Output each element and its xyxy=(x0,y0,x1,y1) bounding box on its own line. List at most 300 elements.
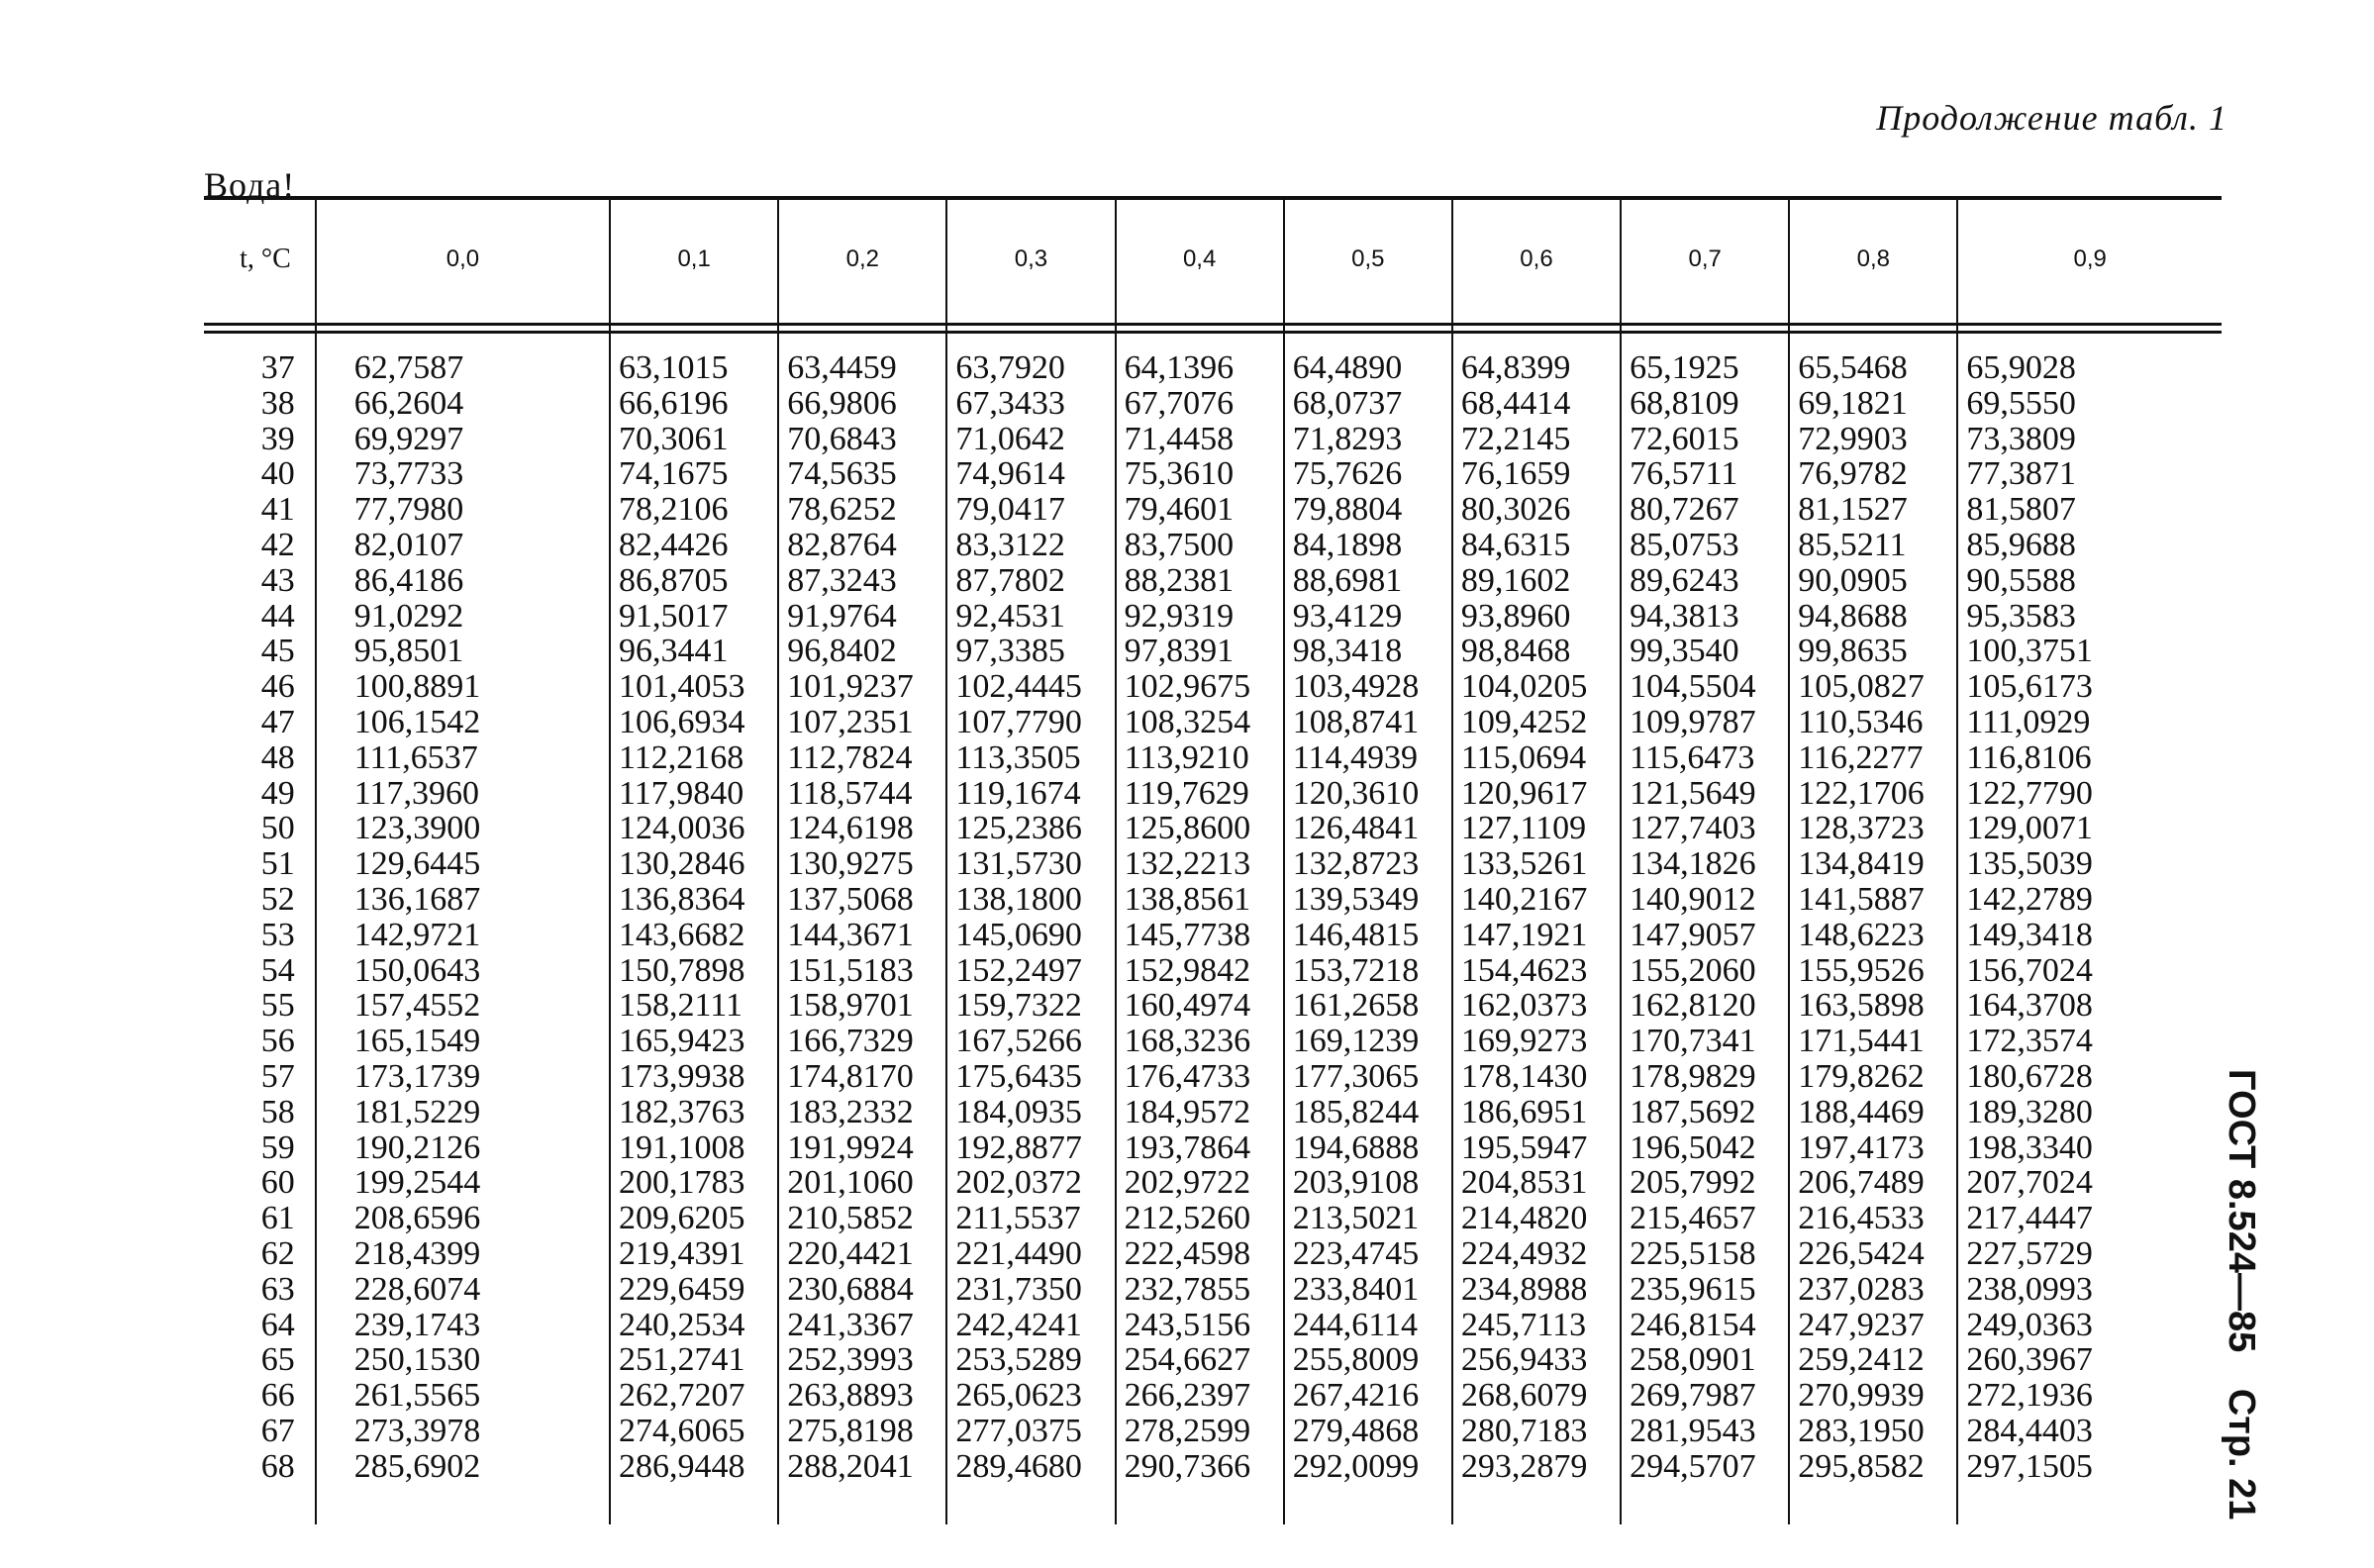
value-cell: 142,2789 xyxy=(1957,882,2222,918)
table-row xyxy=(204,669,2222,705)
value-cell: 107,2351 xyxy=(778,705,946,740)
value-cell: 68,4414 xyxy=(1452,386,1621,422)
value-cell: 202,9722 xyxy=(1116,1165,1284,1201)
column-header-0-3: 0,3 xyxy=(946,198,1115,321)
value-cell: 285,6902 xyxy=(316,1449,610,1485)
value-cell: 175,6435 xyxy=(946,1059,1115,1095)
temperature-cell: 37 xyxy=(260,349,295,386)
value-cell: 69,9297 xyxy=(316,422,610,457)
value-cell: 176,4733 xyxy=(1116,1059,1284,1095)
value-cell: 254,6627 xyxy=(1116,1342,1284,1378)
value-cell: 145,0690 xyxy=(946,918,1115,953)
value-cell: 119,1674 xyxy=(946,776,1115,812)
value-cell: 67,7076 xyxy=(1116,386,1284,422)
table-row xyxy=(204,422,2222,457)
value-cell: 217,4447 xyxy=(1957,1201,2222,1236)
value-cell: 90,5588 xyxy=(1957,563,2222,599)
value-cell: 156,7024 xyxy=(1957,953,2222,989)
value-cell: 64,4890 xyxy=(1284,350,1452,386)
value-cell: 96,8402 xyxy=(778,634,946,669)
value-cell: 71,0642 xyxy=(946,422,1115,457)
value-cell: 73,7733 xyxy=(316,456,610,492)
value-cell: 74,5635 xyxy=(778,456,946,492)
value-cell: 270,9939 xyxy=(1789,1378,1957,1414)
value-cell: 295,8582 xyxy=(1789,1449,1957,1485)
value-cell: 152,9842 xyxy=(1116,953,1284,989)
value-cell: 178,9829 xyxy=(1621,1059,1789,1095)
temperature-cell: 49 xyxy=(260,774,295,812)
value-cell: 111,0929 xyxy=(1957,705,2222,740)
value-cell: 65,1925 xyxy=(1621,350,1789,386)
value-cell: 164,3708 xyxy=(1957,988,2222,1024)
value-cell: 88,6981 xyxy=(1284,563,1452,599)
table-continuation-caption: Продолжение табл. 1 xyxy=(1876,98,2227,138)
value-cell: 114,4939 xyxy=(1284,740,1452,776)
value-cell: 147,1921 xyxy=(1452,918,1621,953)
value-cell: 112,2168 xyxy=(610,740,778,776)
value-cell: 104,5504 xyxy=(1621,669,1789,705)
value-cell: 87,3243 xyxy=(778,563,946,599)
value-cell: 135,5039 xyxy=(1957,846,2222,882)
value-cell: 94,8688 xyxy=(1789,599,1957,635)
value-cell: 83,3122 xyxy=(946,528,1115,563)
value-cell: 82,4426 xyxy=(610,528,778,563)
value-cell: 267,4216 xyxy=(1284,1378,1452,1414)
value-cell: 79,0417 xyxy=(946,492,1115,528)
temperature-cell: 59 xyxy=(260,1128,295,1166)
page-number: Стр. 21 xyxy=(2221,1388,2262,1520)
temperature-cell: 48 xyxy=(260,738,295,776)
value-cell: 241,3367 xyxy=(778,1308,946,1343)
value-cell: 206,7489 xyxy=(1789,1165,1957,1201)
value-cell: 110,5346 xyxy=(1789,705,1957,740)
value-cell: 103,4928 xyxy=(1284,669,1452,705)
value-cell: 97,3385 xyxy=(946,634,1115,669)
value-cell: 98,3418 xyxy=(1284,634,1452,669)
value-cell: 73,3809 xyxy=(1957,422,2222,457)
value-cell: 233,8401 xyxy=(1284,1272,1452,1308)
value-cell: 213,5021 xyxy=(1284,1201,1452,1236)
value-cell: 265,0623 xyxy=(946,1378,1115,1414)
value-cell: 269,7987 xyxy=(1621,1378,1789,1414)
value-cell: 77,3871 xyxy=(1957,456,2222,492)
value-cell: 79,8804 xyxy=(1284,492,1452,528)
value-cell: 91,5017 xyxy=(610,599,778,635)
value-cell: 104,0205 xyxy=(1452,669,1621,705)
value-cell: 169,1239 xyxy=(1284,1024,1452,1059)
table-row xyxy=(204,1414,2222,1449)
table-row xyxy=(204,1059,2222,1095)
value-cell: 220,4421 xyxy=(778,1236,946,1272)
table-row xyxy=(204,811,2222,846)
column-header-0-5: 0,5 xyxy=(1284,198,1452,321)
value-cell: 160,4974 xyxy=(1116,988,1284,1024)
value-cell: 188,4469 xyxy=(1789,1095,1957,1130)
temperature-cell: 60 xyxy=(260,1164,295,1202)
value-cell: 201,1060 xyxy=(778,1165,946,1201)
value-cell: 162,0373 xyxy=(1452,988,1621,1024)
value-cell: 92,9319 xyxy=(1116,599,1284,635)
temperature-cell: 61 xyxy=(260,1200,295,1237)
value-cell: 183,2332 xyxy=(778,1095,946,1130)
value-cell: 101,9237 xyxy=(778,669,946,705)
value-cell: 152,2497 xyxy=(946,953,1115,989)
table-tail-row xyxy=(204,1485,2222,1524)
value-cell: 170,7341 xyxy=(1621,1024,1789,1059)
table-row xyxy=(204,1201,2222,1236)
value-cell: 128,3723 xyxy=(1789,811,1957,846)
table-row xyxy=(204,882,2222,918)
substance-label: Вода! xyxy=(204,165,296,205)
value-cell: 189,3280 xyxy=(1957,1095,2222,1130)
temperature-cell: 41 xyxy=(260,491,295,529)
value-cell: 130,9275 xyxy=(778,846,946,882)
value-cell: 107,7790 xyxy=(946,705,1115,740)
value-cell: 66,9806 xyxy=(778,386,946,422)
temperature-cell: 65 xyxy=(260,1341,295,1379)
value-cell: 70,3061 xyxy=(610,422,778,457)
value-cell: 274,6065 xyxy=(610,1414,778,1449)
value-cell: 290,7366 xyxy=(1116,1449,1284,1485)
value-cell: 187,5692 xyxy=(1621,1095,1789,1130)
value-cell: 99,8635 xyxy=(1789,634,1957,669)
value-cell: 138,8561 xyxy=(1116,882,1284,918)
value-cell: 292,0099 xyxy=(1284,1449,1452,1485)
value-cell: 89,1602 xyxy=(1452,563,1621,599)
value-cell: 251,2741 xyxy=(610,1342,778,1378)
value-cell: 186,6951 xyxy=(1452,1095,1621,1130)
value-cell: 81,1527 xyxy=(1789,492,1957,528)
value-cell: 75,3610 xyxy=(1116,456,1284,492)
value-cell: 87,7802 xyxy=(946,563,1115,599)
column-header-temperature: t, °C xyxy=(240,244,291,274)
value-cell: 140,2167 xyxy=(1452,882,1621,918)
value-cell: 246,8154 xyxy=(1621,1308,1789,1343)
temperature-cell: 54 xyxy=(260,951,295,989)
value-cell: 155,2060 xyxy=(1621,953,1789,989)
table-row xyxy=(204,1378,2222,1414)
value-cell: 89,6243 xyxy=(1621,563,1789,599)
value-cell: 121,5649 xyxy=(1621,776,1789,812)
value-cell: 158,2111 xyxy=(610,988,778,1024)
value-cell: 242,4241 xyxy=(946,1308,1115,1343)
value-cell: 182,3763 xyxy=(610,1095,778,1130)
value-cell: 240,2534 xyxy=(610,1308,778,1343)
value-cell: 68,0737 xyxy=(1284,386,1452,422)
value-cell: 224,4932 xyxy=(1452,1236,1621,1272)
value-cell: 184,9572 xyxy=(1116,1095,1284,1130)
temperature-cell: 38 xyxy=(260,384,295,422)
temperature-cell: 64 xyxy=(260,1306,295,1343)
value-cell: 272,1936 xyxy=(1957,1378,2222,1414)
value-cell: 163,5898 xyxy=(1789,988,1957,1024)
value-cell: 95,3583 xyxy=(1957,599,2222,635)
value-cell: 137,5068 xyxy=(778,882,946,918)
value-cell: 211,5537 xyxy=(946,1201,1115,1236)
value-cell: 93,8960 xyxy=(1452,599,1621,635)
value-cell: 71,8293 xyxy=(1284,422,1452,457)
value-cell: 120,9617 xyxy=(1452,776,1621,812)
value-cell: 83,7500 xyxy=(1116,528,1284,563)
value-cell: 207,7024 xyxy=(1957,1165,2222,1201)
value-cell: 252,3993 xyxy=(778,1342,946,1378)
value-cell: 255,8009 xyxy=(1284,1342,1452,1378)
value-cell: 100,8891 xyxy=(316,669,610,705)
value-cell: 127,1109 xyxy=(1452,811,1621,846)
value-cell: 64,8399 xyxy=(1452,350,1621,386)
value-cell: 154,4623 xyxy=(1452,953,1621,989)
value-cell: 72,9903 xyxy=(1789,422,1957,457)
value-cell: 132,8723 xyxy=(1284,846,1452,882)
value-cell: 281,9543 xyxy=(1621,1414,1789,1449)
value-cell: 260,3967 xyxy=(1957,1342,2222,1378)
value-cell: 193,7864 xyxy=(1116,1130,1284,1166)
temperature-cell: 47 xyxy=(260,703,295,740)
value-cell: 166,7329 xyxy=(778,1024,946,1059)
value-cell: 280,7183 xyxy=(1452,1414,1621,1449)
value-cell: 225,5158 xyxy=(1621,1236,1789,1272)
value-cell: 129,6445 xyxy=(316,846,610,882)
value-cell: 185,8244 xyxy=(1284,1095,1452,1130)
value-cell: 85,0753 xyxy=(1621,528,1789,563)
value-cell: 69,1821 xyxy=(1789,386,1957,422)
value-cell: 105,0827 xyxy=(1789,669,1957,705)
value-cell: 125,8600 xyxy=(1116,811,1284,846)
value-cell: 256,9433 xyxy=(1452,1342,1621,1378)
table-row xyxy=(204,563,2222,599)
value-cell: 284,4403 xyxy=(1957,1414,2222,1449)
value-cell: 191,9924 xyxy=(778,1130,946,1166)
value-cell: 198,3340 xyxy=(1957,1130,2222,1166)
value-cell: 216,4533 xyxy=(1789,1201,1957,1236)
temperature-cell: 51 xyxy=(260,845,295,883)
value-cell: 250,1530 xyxy=(316,1342,610,1378)
value-cell: 108,3254 xyxy=(1116,705,1284,740)
value-cell: 275,8198 xyxy=(778,1414,946,1449)
temperature-cell: 45 xyxy=(260,633,295,670)
value-cell: 115,6473 xyxy=(1621,740,1789,776)
value-cell: 86,4186 xyxy=(316,563,610,599)
value-cell: 209,6205 xyxy=(610,1201,778,1236)
value-cell: 62,7587 xyxy=(316,350,610,386)
value-cell: 92,4531 xyxy=(946,599,1115,635)
value-cell: 181,5229 xyxy=(316,1095,610,1130)
value-cell: 81,5807 xyxy=(1957,492,2222,528)
value-cell: 95,8501 xyxy=(316,634,610,669)
table-row xyxy=(204,988,2222,1024)
value-cell: 297,1505 xyxy=(1957,1449,2222,1485)
value-cell: 98,8468 xyxy=(1452,634,1621,669)
value-cell: 229,6459 xyxy=(610,1272,778,1308)
column-header-0-8: 0,8 xyxy=(1789,198,1957,321)
value-cell: 150,7898 xyxy=(610,953,778,989)
value-cell: 158,9701 xyxy=(778,988,946,1024)
value-cell: 136,8364 xyxy=(610,882,778,918)
value-cell: 82,8764 xyxy=(778,528,946,563)
value-cell: 286,9448 xyxy=(610,1449,778,1485)
value-cell: 162,8120 xyxy=(1621,988,1789,1024)
value-cell: 79,4601 xyxy=(1116,492,1284,528)
value-cell: 273,3978 xyxy=(316,1414,610,1449)
value-cell: 253,5289 xyxy=(946,1342,1115,1378)
column-header-0-7: 0,7 xyxy=(1621,198,1789,321)
value-cell: 85,5211 xyxy=(1789,528,1957,563)
value-cell: 177,3065 xyxy=(1284,1059,1452,1095)
value-cell: 139,5349 xyxy=(1284,882,1452,918)
table-row xyxy=(204,350,2222,386)
value-cell: 67,3433 xyxy=(946,386,1115,422)
value-cell: 203,9108 xyxy=(1284,1165,1452,1201)
value-cell: 117,3960 xyxy=(316,776,610,812)
value-cell: 111,6537 xyxy=(316,740,610,776)
value-cell: 78,6252 xyxy=(778,492,946,528)
value-cell: 126,4841 xyxy=(1284,811,1452,846)
value-cell: 289,4680 xyxy=(946,1449,1115,1485)
table-row xyxy=(204,1308,2222,1343)
value-cell: 134,1826 xyxy=(1621,846,1789,882)
temperature-cell: 52 xyxy=(260,880,295,918)
value-cell: 205,7992 xyxy=(1621,1165,1789,1201)
value-cell: 142,9721 xyxy=(316,918,610,953)
value-cell: 122,7790 xyxy=(1957,776,2222,812)
value-cell: 102,4445 xyxy=(946,669,1115,705)
value-cell: 109,4252 xyxy=(1452,705,1621,740)
temperature-cell: 68 xyxy=(260,1447,295,1485)
value-cell: 244,6114 xyxy=(1284,1308,1452,1343)
value-cell: 288,2041 xyxy=(778,1449,946,1485)
value-cell: 178,1430 xyxy=(1452,1059,1621,1095)
value-cell: 63,7920 xyxy=(946,350,1115,386)
value-cell: 113,3505 xyxy=(946,740,1115,776)
value-cell: 77,7980 xyxy=(316,492,610,528)
value-cell: 113,9210 xyxy=(1116,740,1284,776)
vapor-pressure-table xyxy=(204,198,2222,1524)
value-cell: 149,3418 xyxy=(1957,918,2222,953)
table-row xyxy=(204,634,2222,669)
value-cell: 129,0071 xyxy=(1957,811,2222,846)
column-header-0-2: 0,2 xyxy=(778,198,946,321)
value-cell: 145,7738 xyxy=(1116,918,1284,953)
value-cell: 191,1008 xyxy=(610,1130,778,1166)
value-cell: 72,2145 xyxy=(1452,422,1621,457)
value-cell: 86,8705 xyxy=(610,563,778,599)
table-row xyxy=(204,528,2222,563)
value-cell: 165,1549 xyxy=(316,1024,610,1059)
temperature-cell: 63 xyxy=(260,1270,295,1308)
value-cell: 204,8531 xyxy=(1452,1165,1621,1201)
value-cell: 155,9526 xyxy=(1789,953,1957,989)
value-cell: 68,8109 xyxy=(1621,386,1789,422)
value-cell: 153,7218 xyxy=(1284,953,1452,989)
value-cell: 105,6173 xyxy=(1957,669,2222,705)
value-cell: 200,1783 xyxy=(610,1165,778,1201)
value-cell: 277,0375 xyxy=(946,1414,1115,1449)
value-cell: 197,4173 xyxy=(1789,1130,1957,1166)
value-cell: 231,7350 xyxy=(946,1272,1115,1308)
value-cell: 249,0363 xyxy=(1957,1308,2222,1343)
value-cell: 194,6888 xyxy=(1284,1130,1452,1166)
value-cell: 169,9273 xyxy=(1452,1024,1621,1059)
table-row xyxy=(204,1165,2222,1201)
value-cell: 218,4399 xyxy=(316,1236,610,1272)
value-cell: 65,9028 xyxy=(1957,350,2222,386)
value-cell: 144,3671 xyxy=(778,918,946,953)
value-cell: 143,6682 xyxy=(610,918,778,953)
value-cell: 88,2381 xyxy=(1116,563,1284,599)
value-cell: 173,9938 xyxy=(610,1059,778,1095)
value-cell: 124,0036 xyxy=(610,811,778,846)
value-cell: 76,9782 xyxy=(1789,456,1957,492)
value-cell: 63,4459 xyxy=(778,350,946,386)
value-cell: 190,2126 xyxy=(316,1130,610,1166)
page-side-label xyxy=(2212,1069,2271,1544)
value-cell: 278,2599 xyxy=(1116,1414,1284,1449)
temperature-cell: 67 xyxy=(260,1412,295,1449)
value-cell: 237,0283 xyxy=(1789,1272,1957,1308)
value-cell: 138,1800 xyxy=(946,882,1115,918)
temperature-cell: 66 xyxy=(260,1377,295,1415)
value-cell: 219,4391 xyxy=(610,1236,778,1272)
value-cell: 232,7855 xyxy=(1116,1272,1284,1308)
value-cell: 223,4745 xyxy=(1284,1236,1452,1272)
value-cell: 172,3574 xyxy=(1957,1024,2222,1059)
value-cell: 130,2846 xyxy=(610,846,778,882)
value-cell: 171,5441 xyxy=(1789,1024,1957,1059)
table-row xyxy=(204,953,2222,989)
value-cell: 192,8877 xyxy=(946,1130,1115,1166)
value-cell: 75,7626 xyxy=(1284,456,1452,492)
value-cell: 106,6934 xyxy=(610,705,778,740)
value-cell: 80,7267 xyxy=(1621,492,1789,528)
value-cell: 147,9057 xyxy=(1621,918,1789,953)
value-cell: 70,6843 xyxy=(778,422,946,457)
temperature-cell: 39 xyxy=(260,420,295,457)
value-cell: 133,5261 xyxy=(1452,846,1621,882)
value-cell: 124,6198 xyxy=(778,811,946,846)
value-cell: 84,1898 xyxy=(1284,528,1452,563)
table-row xyxy=(204,456,2222,492)
value-cell: 118,5744 xyxy=(778,776,946,812)
value-cell: 132,2213 xyxy=(1116,846,1284,882)
value-cell: 184,0935 xyxy=(946,1095,1115,1130)
value-cell: 74,1675 xyxy=(610,456,778,492)
value-cell: 102,9675 xyxy=(1116,669,1284,705)
value-cell: 64,1396 xyxy=(1116,350,1284,386)
value-cell: 71,4458 xyxy=(1116,422,1284,457)
value-cell: 93,4129 xyxy=(1284,599,1452,635)
value-cell: 196,5042 xyxy=(1621,1130,1789,1166)
value-cell: 74,9614 xyxy=(946,456,1115,492)
table-row xyxy=(204,1095,2222,1130)
value-cell: 227,5729 xyxy=(1957,1236,2222,1272)
value-cell: 195,5947 xyxy=(1452,1130,1621,1166)
temperature-cell: 57 xyxy=(260,1057,295,1095)
value-cell: 119,7629 xyxy=(1116,776,1284,812)
table-row xyxy=(204,705,2222,740)
table-row xyxy=(204,740,2222,776)
value-cell: 109,9787 xyxy=(1621,705,1789,740)
value-cell: 66,2604 xyxy=(316,386,610,422)
value-cell: 230,6884 xyxy=(778,1272,946,1308)
table-spacer-row xyxy=(204,321,2222,350)
temperature-cell: 56 xyxy=(260,1023,295,1060)
value-cell: 221,4490 xyxy=(946,1236,1115,1272)
value-cell: 108,8741 xyxy=(1284,705,1452,740)
table-row xyxy=(204,918,2222,953)
value-cell: 150,0643 xyxy=(316,953,610,989)
value-cell: 157,4552 xyxy=(316,988,610,1024)
value-cell: 159,7322 xyxy=(946,988,1115,1024)
